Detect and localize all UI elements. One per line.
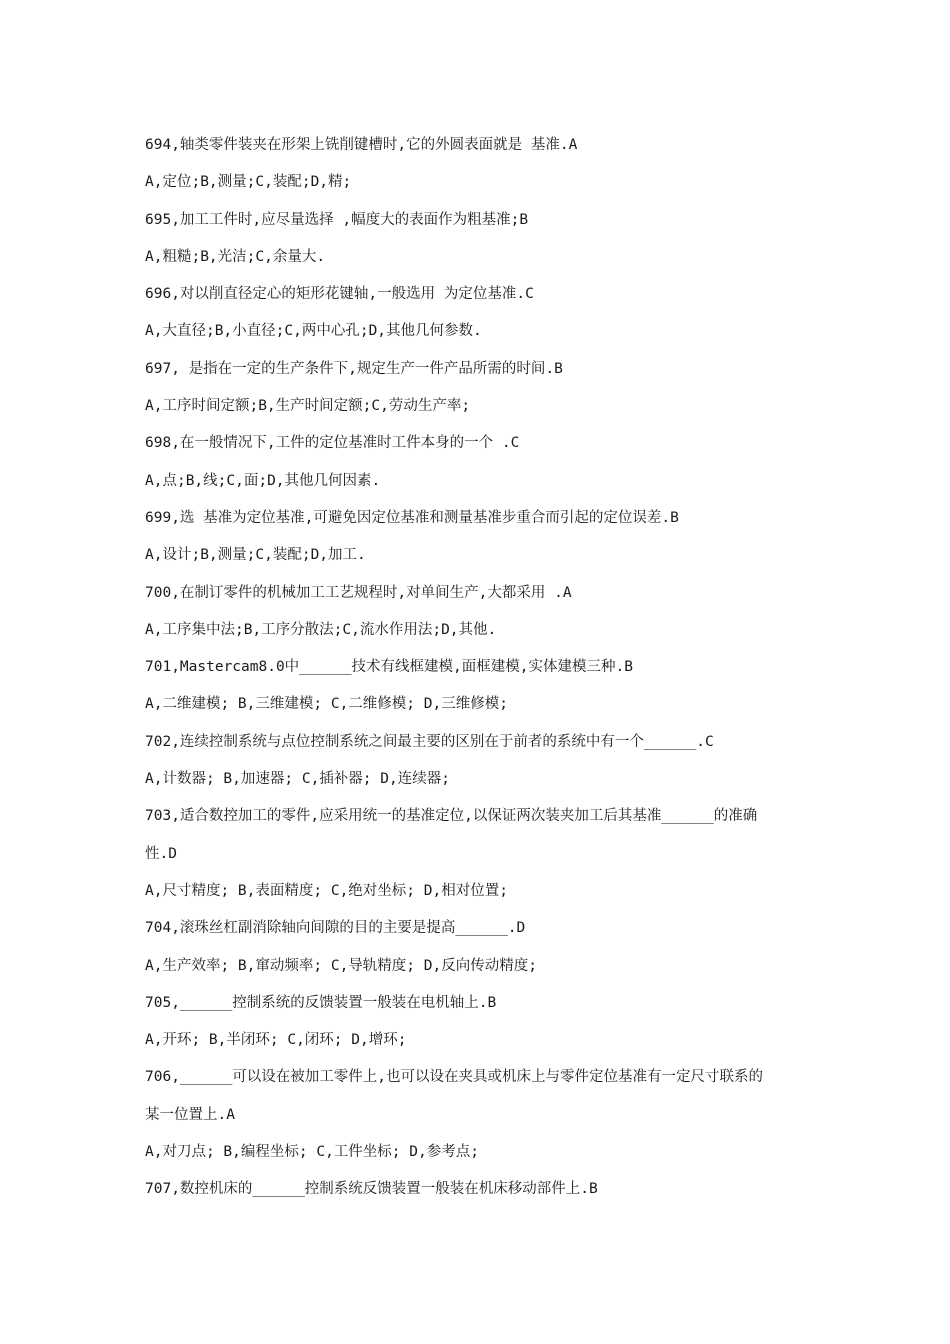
question-701: 701,Mastercam8.0中______技术有线框建模,面框建模,实体建模三种.B [145,659,633,676]
question-706: 706,______可以设在被加工零件上,也可以设在夹具或机床上与零件定位基准有一定尺寸联系的 [145,1069,764,1086]
question-703: 703,适合数控加工的零件,应采用统一的基准定位,以保证两次装夹加工后其基准______的准确 [145,808,758,825]
question-699: 699,选 基准为定位基准,可避免因定位基准和测量基准步重合而引起的定位误差.B [145,509,679,526]
options-701: A,二维建模; B,三维建模; C,二维修模; D,三维修模; [145,696,508,713]
question-702: 702,连续控制系统与点位控制系统之间最主要的区别在于前者的系统中有一个______.C [145,733,714,750]
options-696: A,大直径;B,小直径;C,两中心孔;D,其他几何参数. [145,323,482,340]
question-698: 698,在一般情况下,工件的定位基准时工件本身的一个 .C [145,435,520,452]
question-700: 700,在制订零件的机械加工工艺规程时,对单间生产,大都采用 .A [145,584,572,601]
options-695: A,粗糙;B,光洁;C,余量大. [145,248,326,265]
question-697: 697, 是指在一定的生产条件下,规定生产一件产品所需的时间.B [145,360,563,377]
question-694: 694,轴类零件装夹在形架上铣削键槽时,它的外圆表面就是 基准.A [145,137,578,153]
question-704: 704,滚珠丝杠副消除轴向间隙的目的主要是提高______.D [145,920,526,937]
options-694: A,定位;B,测量;C,装配;D,精; [145,174,352,191]
options-706: A,对刀点; B,编程坐标; C,工件坐标; D,参考点; [145,1144,479,1161]
options-698: A,点;B,线;C,面;D,其他几何因素. [145,472,381,489]
question-707: 707,数控机床的______控制系统反馈装置一般装在机床移动部件上.B [145,1181,598,1198]
options-703: A,尺寸精度; B,表面精度; C,绝对坐标; D,相对位置; [145,882,508,899]
options-700: A,工序集中法;B,工序分散法;C,流水作用法;D,其他. [145,621,497,638]
question-703-continued: 性.D [145,845,177,862]
options-704: A,生产效率; B,窜动频率; C,导轨精度; D,反向传动精度; [145,957,537,974]
question-696: 696,对以削直径定心的矩形花键轴,一般选用 为定位基准.C [145,286,534,303]
question-695: 695,加工工件时,应尽量选择 ,幅度大的表面作为粗基准;B [145,211,529,228]
question-list [145,127,815,1209]
options-702: A,计数器; B,加速器; C,插补器; D,连续器; [145,771,450,788]
options-705: A,开环; B,半闭环; C,闭环; D,增环; [145,1032,407,1049]
options-699: A,设计;B,测量;C,装配;D,加工. [145,547,366,564]
question-705: 705,______控制系统的反馈装置一般装在电机轴上.B [145,994,497,1011]
question-706-continued: 某一位置上.A [145,1106,235,1123]
options-697: A,工序时间定额;B,生产时间定额;C,劳动生产率; [145,398,471,415]
